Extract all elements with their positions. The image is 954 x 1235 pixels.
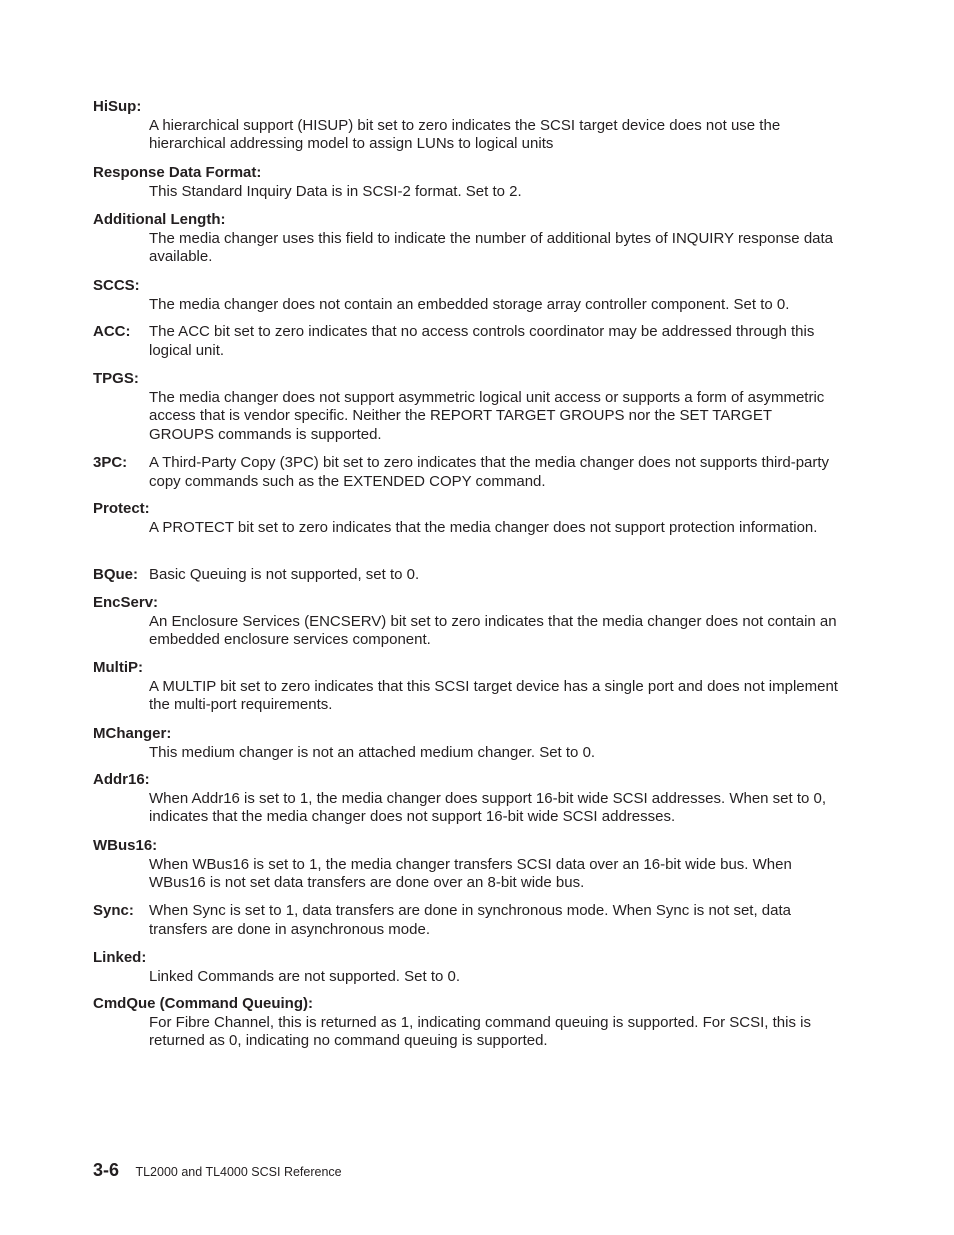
term: Additional Length: xyxy=(93,211,226,228)
description: When Addr16 is set to 1, the media changer does support 16-bit wide SCSI addresses. When set to 0, indicates that the media changer does not support 16-bit wide SCSI addresses. xyxy=(149,789,827,826)
description: The media changer does not contain an embedded storage array controller component. Set to 0. xyxy=(149,295,790,313)
term: SCCS: xyxy=(93,277,140,294)
description: Linked Commands are not supported. Set to 0. xyxy=(149,967,461,985)
term: WBus16: xyxy=(93,837,158,854)
term: Sync: xyxy=(93,902,134,919)
definition-bque xyxy=(93,566,838,585)
definition-hisup xyxy=(93,98,838,154)
page-footer xyxy=(93,1160,342,1181)
description: A MULTIP bit set to zero indicates that this SCSI target device has a single port and does not implement the multi-port requirements. xyxy=(149,677,838,714)
definition-3pc xyxy=(93,454,838,491)
description: This medium changer is not an attached medium changer. Set to 0. xyxy=(149,743,596,761)
definition-additional-length xyxy=(93,211,838,267)
term: HiSup: xyxy=(93,98,142,115)
definition-linked xyxy=(93,949,838,986)
term: MultiP: xyxy=(93,659,143,676)
definition-cmdque xyxy=(93,995,838,1051)
term: ACC: xyxy=(93,323,131,340)
description: An Enclosure Services (ENCSERV) bit set to zero indicates that the media changer does not contain an embedded enclosure services component. xyxy=(149,612,837,649)
definition-sync xyxy=(93,902,838,939)
term: Addr16: xyxy=(93,771,150,788)
description: A Third-Party Copy (3PC) bit set to zero indicates that the media changer does not supports third-party copy commands such as the EXTENDED COPY command. xyxy=(149,454,830,490)
term: Protect: xyxy=(93,500,150,517)
term: MChanger: xyxy=(93,725,172,742)
description: The media changer uses this field to indicate the number of additional bytes of INQUIRY response data available. xyxy=(149,229,834,266)
definition-acc xyxy=(93,323,838,360)
definition-multip xyxy=(93,659,838,715)
description: When Sync is set to 1, data transfers are done in synchronous mode. When Sync is not set, data transfers are done in asynchronous mode. xyxy=(149,902,792,938)
document-title: TL2000 and TL4000 SCSI Reference xyxy=(135,1165,342,1179)
term: 3PC: xyxy=(93,454,128,471)
definition-tpgs xyxy=(93,370,838,444)
definition-wbus16 xyxy=(93,837,838,893)
definition-mchanger xyxy=(93,725,838,762)
definition-addr16 xyxy=(93,771,838,827)
term: BQue: xyxy=(93,566,138,583)
term: TPGS: xyxy=(93,370,139,387)
description: A PROTECT bit set to zero indicates that the media changer does not support protection information. xyxy=(149,518,818,536)
description: This Standard Inquiry Data is in SCSI-2 format. Set to 2. xyxy=(149,182,522,200)
description: A hierarchical support (HISUP) bit set to zero indicates the SCSI target device does not use the hierarchical addressing model to assign LUNs to logical units xyxy=(149,116,781,153)
description: The media changer does not support asymmetric logical unit access or supports a form of asymmetric access that is vendor specific. Neither the REPORT TARGET GROUPS nor the SET TARGET GROUPS commands is supported. xyxy=(149,388,825,443)
page-number: 3-6 xyxy=(93,1160,120,1180)
term: EncServ: xyxy=(93,594,159,611)
term: Response Data Format: xyxy=(93,164,262,181)
definition-sccs xyxy=(93,277,838,314)
term: CmdQue (Command Queuing): xyxy=(93,995,313,1012)
term: Linked: xyxy=(93,949,147,966)
description: The ACC bit set to zero indicates that no access controls coordinator may be addressed through this logical unit. xyxy=(149,323,815,359)
description: For Fibre Channel, this is returned as 1, indicating command queuing is supported. For SCSI, this is returned as 0, indicating no command queuing is supported. xyxy=(149,1013,811,1050)
definition-response-data-format xyxy=(93,164,838,201)
definition-encserv xyxy=(93,594,838,650)
description: Basic Queuing is not supported, set to 0. xyxy=(149,566,420,583)
definition-protect xyxy=(93,500,838,537)
description: When WBus16 is set to 1, the media changer transfers SCSI data over an 16-bit wide bus. When WBus16 is not set data transfers are done over an 8-bit wide bus. xyxy=(149,855,792,892)
